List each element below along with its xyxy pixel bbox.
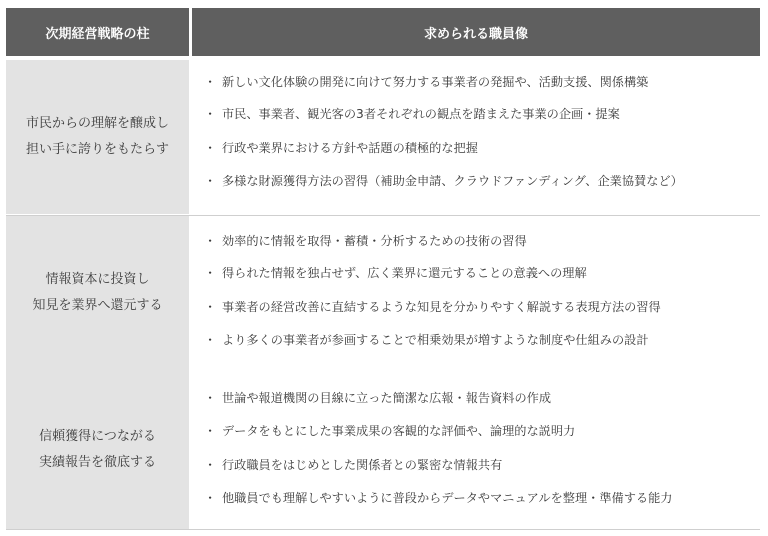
requirements-3 [192,370,760,530]
list-item: ・ 新しい文化体験の開発に向けて努力する事業者の発掘や、活動支援、関係構築 [204,75,649,89]
pillar-1 [6,60,189,214]
requirements-2 [192,216,760,370]
requirements-1 [192,60,760,214]
pillar-3-line-2: 実績報告を徹底する [38,455,156,470]
list-item: ・ 得られた情報を独占せず、広く業界に還元することの意義への理解 [204,266,587,280]
header-staff-profile: 求められる職員像 [192,8,760,56]
list-item: ・ 他職員でも理解しやすいように普段からデータやマニュアルを整理・準備する能力 [204,491,673,505]
list-item: ・ 行政職員をはじめとした関係者との緊密な情報共有 [204,458,503,472]
pillar-1-line-2: 担い手に誇りをもたらす [25,142,169,157]
pillar-3 [6,370,189,530]
list-item: ・ より多くの事業者が参画することで相乗効果が増すような制度や仕組みの設計 [204,333,649,347]
list-item: ・ 世論や報道機関の目線に立った簡潔な広報・報告資料の作成 [204,391,552,405]
pillar-2-line-2: 知見を業界へ還元する [32,298,163,313]
list-item: ・ データをもとにした事業成果の客観的な評価や、論理的な説明力 [204,424,576,438]
list-item: ・ 行政や業界における方針や話題の積極的な把握 [204,141,478,155]
pillar-3-line-1: 信頼獲得につながる [39,429,156,444]
pillar-2 [6,216,189,370]
list-item: ・ 事業者の経営改善に直結するような知見を分かりやすく解説する表現方法の習得 [204,300,661,314]
list-item: ・ 市民、事業者、観光客の3者それぞれの観点を踏まえた事業の企画・提案 [204,107,620,121]
pillar-1-line-1: 市民からの理解を醸成し [25,116,169,131]
strategy-table [6,8,760,530]
table-bottom-rule [6,529,760,530]
list-item: ・ 効率的に情報を取得・蓄積・分析するための技術の習得 [204,234,527,248]
list-item: ・ 多様な財源獲得方法の習得（補助金申請、クラウドファンディング、企業協賛など） [204,174,683,188]
pillar-2-line-1: 情報資本に投資し [45,272,150,287]
header-pillar: 次期経営戦略の柱 [6,8,189,56]
